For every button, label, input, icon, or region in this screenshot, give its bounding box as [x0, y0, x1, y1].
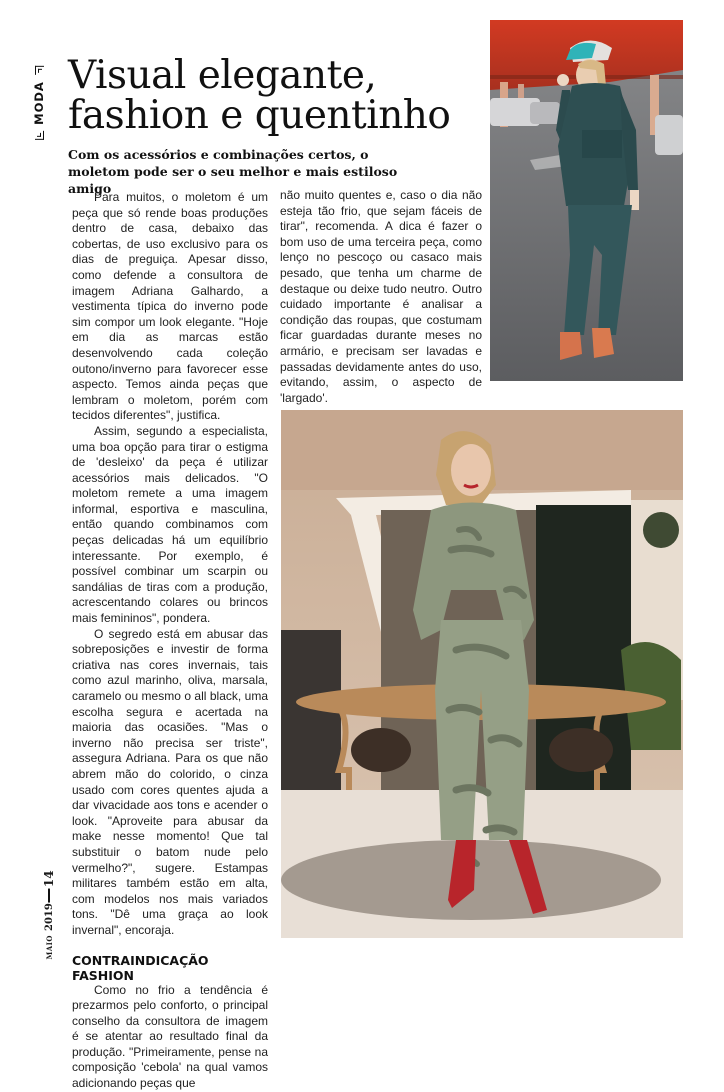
paragraph: não muito quentes e, caso o dia não esteja tão frio, que sejam fáceis de tirar", recomenda. A dica é fazer o bom uso de uma terceira peça, como lenço no pescoço ou casaco mais pesado, que tenha um charme de destaque ou deixe tudo neutro. Outro cuidado importante é analisar a condição das roupas, que costumam ficar guardadas durante meses no armário, e precisam ser lavadas e passadas devidamente antes do uso, evitando, assim, o aspecto de 'largado'. — [280, 188, 482, 405]
paragraph: Para muitos, o moletom é um peça que só rende boas produções dentro de casa, debaixo das cobertas, de uso exclusivo para os dias de preguiça. Apesar disso, como defende a consultora de imagem Adriana Galhardo, a vestimenta típica do inverno pode sim compor um look elegante. "Hoje em dia as marcas estão desenvolvendo cada coleção outono/inverno para favorecer esse aspecto. Temos ainda peças que lembram o moletom, porém com tecidos diferentes", justifica. — [72, 190, 268, 423]
photo-camo-jumpsuit — [281, 410, 683, 938]
photo-teal-sweatsuit — [490, 20, 683, 381]
article-column-1 — [72, 190, 268, 1092]
paragraph: Assim, segundo a especialista, uma boa opção para tirar o estigma de 'desleixo' da peça é utilizar acessórios mais delicados. "O moletom remete a uma imagem informal, esportiva e masculina, então quando combinamos com peças delicadas há um equilíbrio interessante. Por exemplo, é possível combinar um scarpin ou sandálias de tiras com a produção, acrescentando colares ou brincos mais femininos", pondera. — [72, 423, 268, 626]
section-label-text: MODA — [32, 81, 46, 125]
headline-line-2: fashion e quentinho — [68, 93, 451, 138]
page-number: 14 — [42, 870, 56, 888]
headline-line-1: Visual elegante, — [68, 53, 377, 98]
folio-divider — [48, 888, 50, 902]
photo-teal-sweatsuit-image — [490, 20, 683, 381]
folio — [38, 870, 60, 960]
section-label — [28, 58, 50, 148]
paragraph: O segredo está em abusar das sobreposições e investir de forma criativa nas cores invernais, tais como azul marinho, oliva, marsala, caramelo ou mesmo o all black, uma escolha segura e acertada na maioria das ocasiões. "Mas o inverno não precisa ser triste", assegura Adriana. Para os que não abrem mão do colorido, o cinza usado com cores quentes ajuda a dar vivacidade aos tons e acender o look. "Aproveite para abusar da make nesse momento! Que tal substituir o batom nude pelo vermelho?", sugere. Estampas militares também estão em alta, com modelos nos mais variados tons. "Dê uma graça ao look invernal", encoraja. — [72, 626, 268, 937]
section-subheading: CONTRAINDICAÇÃO FASHION — [72, 952, 209, 983]
folio-year: 2019 — [43, 903, 55, 931]
article-column-2 — [280, 188, 482, 406]
bracket-right-icon — [35, 66, 44, 75]
headline — [68, 53, 488, 138]
bracket-left-icon — [35, 131, 44, 140]
photo-camo-jumpsuit-image — [281, 410, 683, 938]
paragraph: Como no frio a tendência é prezarmos pelo conforto, o principal conselho da consultora de imagem é se atentar ao resultado final da produção. "Primeiramente, pense na composição 'cebola' na qual vamos adicionando peças que — [72, 982, 268, 1091]
folio-month: MAIO — [44, 934, 54, 960]
subheadline: Com os acessórios e combinações certos, o moletom pode ser o seu melhor e mais estiloso amigo — [68, 147, 398, 196]
